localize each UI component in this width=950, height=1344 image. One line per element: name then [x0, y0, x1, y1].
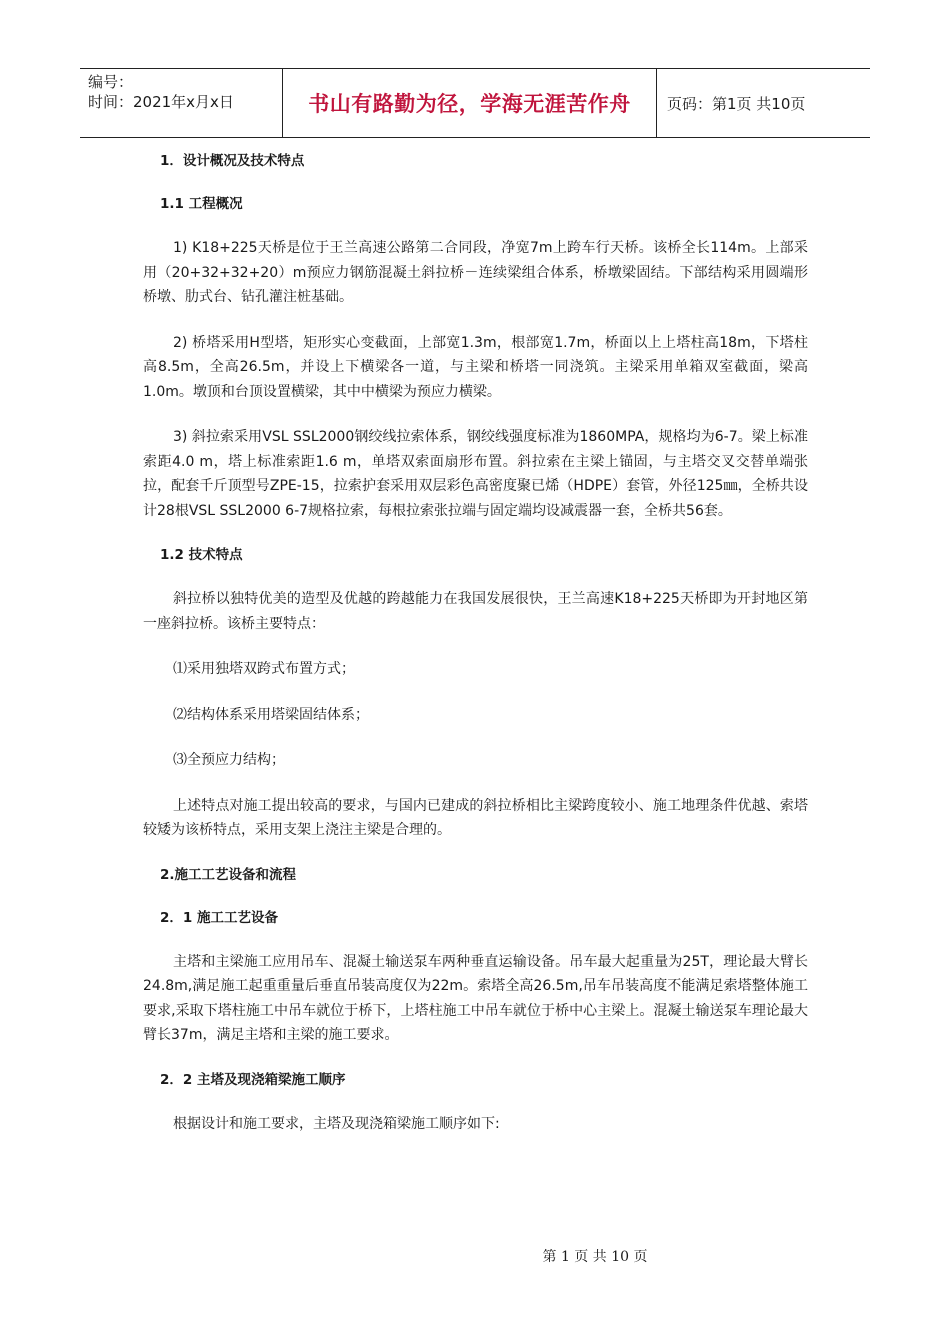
paragraph: 根据设计和施工要求，主塔及现浇箱梁施工顺序如下: — [173, 1115, 500, 1132]
paragraph: 斜拉桥以独特优美的造型及优越的跨越能力在我国发展很快，王兰高速K18+225天桥即为开封地区第一座斜拉桥。该桥主要特点： — [143, 591, 808, 632]
paragraph: 1) K18+225天桥是位于王兰高速公路第二合同段，净宽7m上跨车行天桥。该桥全长114m。上部采用（20+32+32+20）m预应力钢筋混凝土斜拉桥－连续梁组合体系，桥墩梁固结。下部结构采用圆端形桥墩、肋式台、钻孔灌注桩基础。 — [143, 240, 808, 305]
subsection-heading: 2．1 施工工艺设备 — [160, 909, 278, 926]
header-number: 编号： — [88, 73, 134, 91]
section-heading: 1．设计概况及技术特点 — [160, 153, 305, 169]
subsection-heading: 2．2 主塔及现浇箱梁施工顺序 — [160, 1071, 346, 1088]
paragraph: 3) 斜拉索采用VSL SSL2000钢绞线拉索体系，钢绞线强度标准为1860MPA，规格均为6-7。梁上标准索距4.0 m，塔上标准索距1.6 m，单塔双索面扇形布置。斜拉索在主梁上锚固，与主塔交叉交替单端张拉，配套千斤顶型号ZPE-15，拉索护套采用双层彩色高密度聚已烯（HDPE）套管，外径125㎜，全桥共设计28根VSL SSL2000 6-7规格拉索，每根拉索张拉端与固定端均设减震器一套，全桥共56套。 — [143, 429, 808, 519]
subsection-heading: 1.2 技术特点 — [160, 547, 243, 563]
subsection-heading: 1.1 工程概况 — [160, 196, 243, 212]
page-header — [80, 68, 870, 138]
header-page-info: 页码：第1页 共10页 — [667, 94, 806, 113]
paragraph: 上述特点对施工提出较高的要求，与国内已建成的斜拉桥相比主梁跨度较小、施工地理条件优越、索塔较矮为该桥特点，采用支架上浇注主梁是合理的。 — [143, 797, 808, 838]
header-time: 时间：2021年x月x日 — [88, 93, 234, 111]
list-item: ⑵结构体系采用塔梁固结体系； — [173, 706, 369, 723]
paragraph: 主塔和主梁施工应用吊车、混凝土输送泵车两种垂直运输设备。吊车最大起重量为25T，理论最大臂长24.8m,满足施工起重重量后垂直吊装高度仅为22m。索塔全高26.5m,吊车吊装高度不能满足索塔整体施工要求,采取下塔柱施工中吊车就位于桥下，上塔柱施工中吊车就位于桥中心主梁上。混凝土输送泵车理论最大臂长37m，满足主塔和主梁的施工要求。 — [143, 953, 808, 1043]
header-meta — [80, 69, 283, 137]
list-item: ⑶全预应力结构； — [173, 752, 285, 768]
list-item: ⑴采用独塔双跨式布置方式； — [173, 661, 355, 677]
paragraph: 2) 桥塔采用H型塔，矩形实心变截面，上部宽1.3m，根部宽1.7m，桥面以上上塔柱高18m，下塔柱高8.5m，全高26.5m，并设上下横梁各一道，与主梁和桥塔一同浇筑。主梁采用单箱双室截面，梁高1.0m。墩顶和台顶设置横梁，其中中横梁为预应力横梁。 — [143, 334, 808, 400]
page-footer: 第 1 页 共 10 页 — [542, 1249, 648, 1265]
header-motto: 书山有路勤为径，学海无涯苦作舟 — [283, 69, 657, 137]
document-body — [143, 150, 808, 1136]
section-heading: 2.施工工艺设备和流程 — [160, 866, 297, 883]
